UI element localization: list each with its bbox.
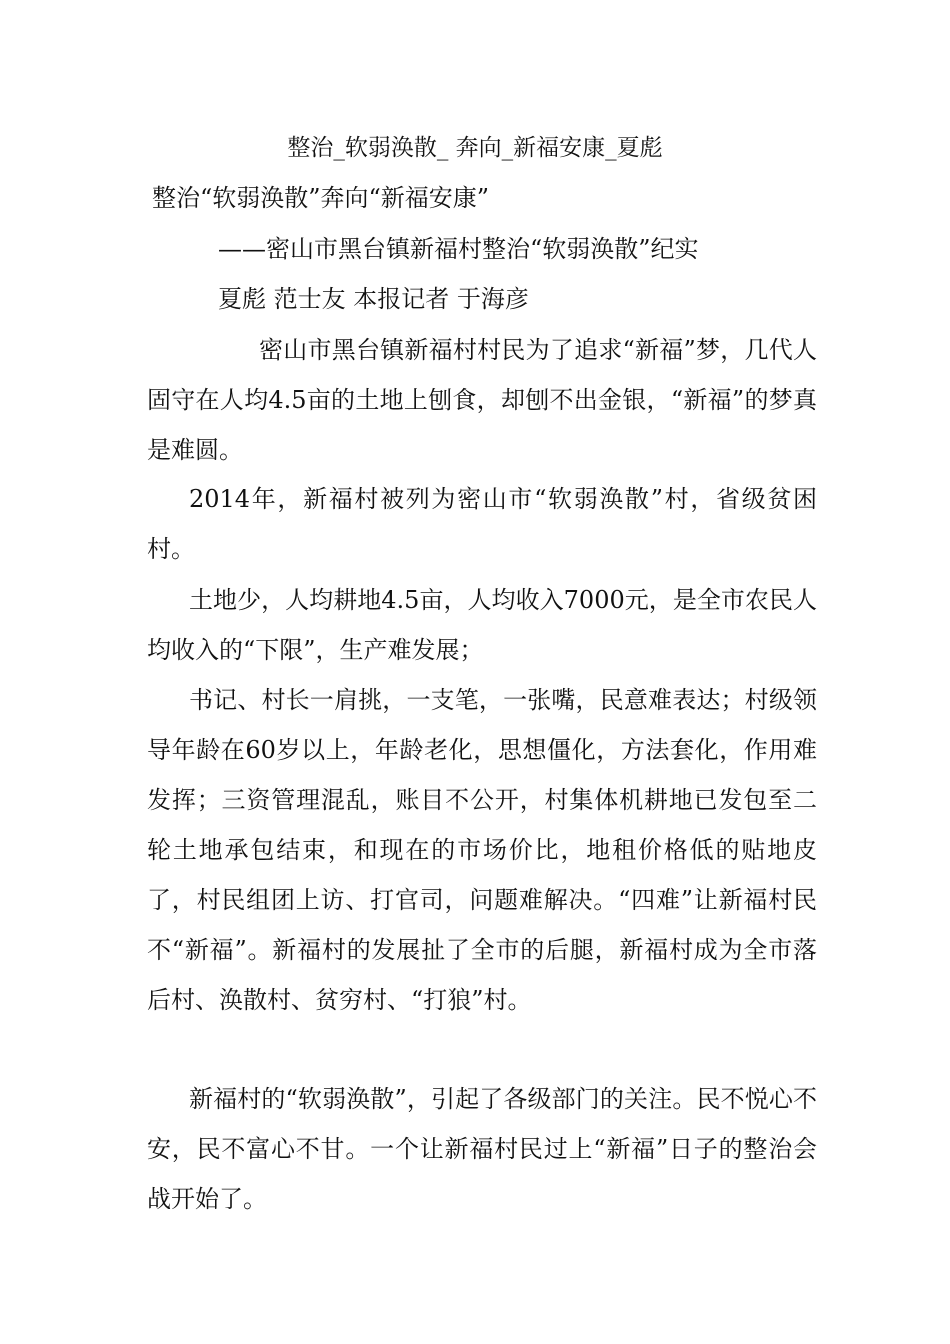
paragraph-2: 2014年，新福村被列为密山市“软弱涣散”村，省级贫困村。 <box>147 485 817 563</box>
document-title: 整治_软弱涣散_ 奔向_新福安康_夏彪 <box>287 135 663 161</box>
paragraph-4: 书记、村长一肩挑，一支笔，一张嘴，民意难表达；村级领导年龄在60岁以上，年龄老化，思想僵化，方法套化，作用难发挥；三资管理混乱，账目不公开，村集体机耕地已发包至二轮土地承包结束，和现在的市场价比，地租价格低的贴地皮了，村民组团上访、打官司，问题难解决。“四难”让新福村民不“新福”。新福村的发展扯了全市的后腿，新福村成为全市落后村、涣散村、贫穷村、“打狼”村。 <box>147 686 817 1014</box>
paragraph-3: 土地少，人均耕地4.5亩，人均收入7000元，是全市农民人均收入的“下限”，生产难发展； <box>147 586 817 664</box>
article-byline: 夏彪 范士友 本报记者 于海彦 <box>218 285 529 313</box>
article-subheadline: ——密山市黑台镇新福村整治“软弱涣散”纪实 <box>218 235 699 263</box>
article-headline: 整治“软弱涣散”奔向“新福安康” <box>152 184 490 212</box>
paragraph-5: 新福村的“软弱涣散”，引起了各级部门的关注。民不悦心不安，民不富心不甘。一个让新福村民过上“新福”日子的整治会战开始了。 <box>147 1085 817 1213</box>
paragraph-1: 密山市黑台镇新福村村民为了追求“新福”梦，几代人固守在人均4.5亩的土地上刨食，却刨不出金银，“新福”的梦真是难圆。 <box>147 336 817 464</box>
